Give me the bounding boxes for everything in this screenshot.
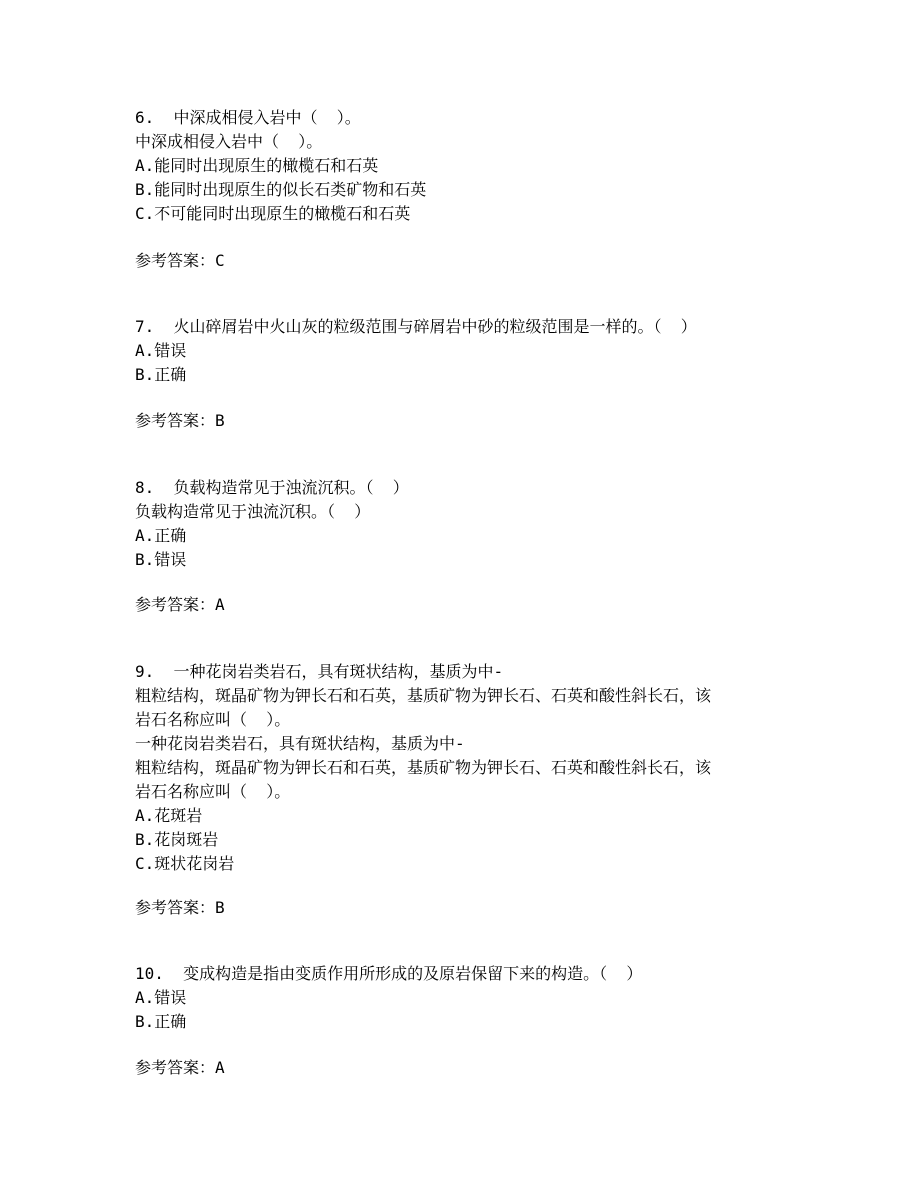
answer-7: 参考答案：B [135,411,225,430]
option-a: A.能同时出现原生的橄榄石和石英 [135,156,379,175]
question-7 [135,315,795,387]
answer-9: 参考答案：B [135,898,225,917]
question-stem: 岩石名称应叫（ ）。 [135,710,291,729]
question-8 [135,476,795,572]
option-b: B.错误 [135,550,187,569]
answer-8: 参考答案：A [135,595,225,614]
question-stem: 中深成相侵入岩中（ ）。 [135,132,323,151]
option-c: C.斑状花岗岩 [135,854,235,873]
question-stem: 粗粒结构，斑晶矿物为钾长石和石英，基质矿物为钾长石、石英和酸性斜长石，该 [135,758,712,777]
option-b: B.能同时出现原生的似长石类矿物和石英 [135,180,427,199]
question-stem: 粗粒结构，斑晶矿物为钾长石和石英，基质矿物为钾长石、石英和酸性斜长石，该 [135,686,712,705]
question-10 [135,962,795,1034]
option-c: C.不可能同时出现原生的橄榄石和石英 [135,204,411,223]
option-a: A.错误 [135,341,187,360]
answer-10: 参考答案：A [135,1058,225,1077]
question-stem: 10. 变成构造是指由变质作用所形成的及原岩保留下来的构造。（ ） [135,964,643,983]
option-b: B.花岗斑岩 [135,830,219,849]
question-stem: 6. 中深成相侵入岩中（ ）。 [135,108,361,127]
answer-6: 参考答案：C [135,251,225,270]
question-stem: 负载构造常见于浊流沉积。（ ） [135,502,371,521]
question-stem: 一种花岗岩类岩石，具有斑状结构，基质为中- [135,734,465,753]
question-stem: 8. 负载构造常见于浊流沉积。（ ） [135,478,409,497]
option-b: B.正确 [135,1012,187,1031]
option-a: A.正确 [135,526,187,545]
question-9 [135,660,795,876]
option-a: A.花斑岩 [135,806,203,825]
option-a: A.错误 [135,988,187,1007]
question-stem: 9. 一种花岗岩类岩石，具有斑状结构，基质为中- [135,662,504,681]
question-stem: 岩石名称应叫（ ）。 [135,782,291,801]
question-stem: 7. 火山碎屑岩中火山灰的粒级范围与碎屑岩中砂的粒级范围是一样的。（ ） [135,317,697,336]
question-6 [135,106,795,226]
option-b: B.正确 [135,365,187,384]
